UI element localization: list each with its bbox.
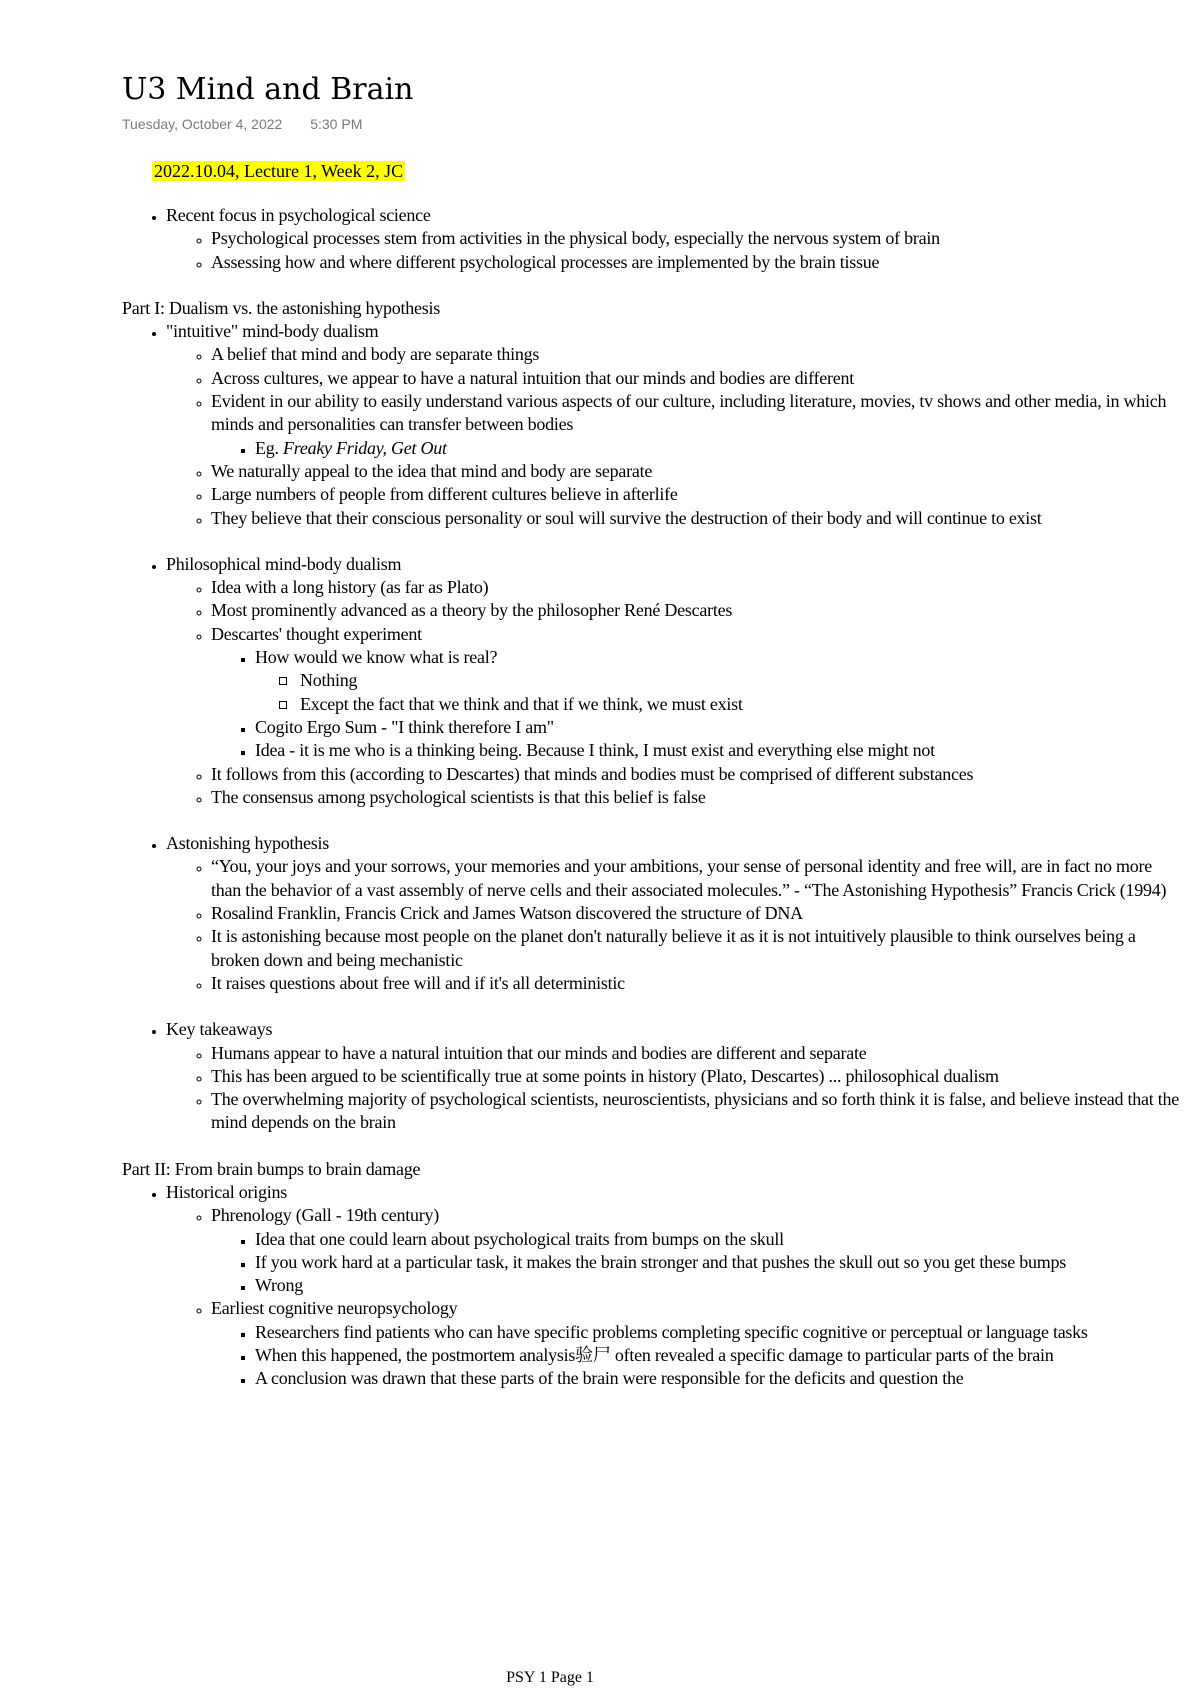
list-item (166, 1181, 1182, 1391)
list-item: ◦ The overwhelming majority of psychological scientists, neuroscientists, physicians and so forth think it is false, and believe instead that the mind depends on the brain (211, 1088, 1182, 1135)
note-time: 5:30 PM (310, 116, 363, 132)
list-item: ◦ Across cultures, we appear to have a natural intuition that our minds and bodies are different (211, 367, 1182, 390)
list-item-text: Descartes' thought experiment (211, 623, 422, 644)
list-item (255, 437, 1182, 460)
list-item: ▪ A conclusion was drawn that these parts of the brain were responsible for the deficits and question the (255, 1367, 1182, 1390)
list-item: ◦ Assessing how and where different psychological processes are implemented by the brain tissue (211, 251, 1182, 274)
note-page (122, 70, 1182, 1391)
list-item: ◦ A belief that mind and body are separate things (211, 343, 1182, 366)
note-metadata (122, 116, 1182, 140)
list-item: ◦ It raises questions about free will and if it's all deterministic (211, 972, 1182, 995)
list-item: ◦ They believe that their conscious personality or soul will survive the destruction of their body and will continue to exist (211, 507, 1182, 530)
list-item: ◦ Humans appear to have a natural intuition that our minds and bodies are different and separate (211, 1042, 1182, 1065)
list-item-text: Evident in our ability to easily understand various aspects of our culture, including literature, movies, tv shows and other media, in which minds and personalities can transfer between bodies (211, 391, 1167, 435)
example-prefix: Eg. (255, 437, 283, 458)
list-item (211, 390, 1182, 460)
example-titles: Freaky Friday, Get Out (283, 437, 447, 458)
philosophical-heading: Philosophical mind-body dualism (166, 553, 402, 574)
list-item: ◦ This has been argued to be scientifically true at some points in history (Plato, Descartes) ... philosophical dualism (211, 1065, 1182, 1088)
list-item: ▪ If you work hard at a particular task, it makes the brain stronger and that pushes the skull out so you get these bumps (255, 1251, 1182, 1274)
list-item: ◦ We naturally appeal to the idea that mind and body are separate (211, 460, 1182, 483)
astonishing-heading: Astonishing hypothesis (166, 833, 330, 854)
intuitive-heading: "intuitive" mind-body dualism (166, 321, 379, 342)
list-item: ◦ The consensus among psychological scientists is that this belief is false (211, 786, 1182, 809)
list-item (166, 320, 1182, 530)
list-item (166, 553, 1182, 809)
list-item: ◦ Idea with a long history (as far as Plato) (211, 576, 1182, 599)
list-item: ▪ Idea that one could learn about psychological traits from bumps on the skull (255, 1228, 1182, 1251)
list-item-text: How would we know what is real? (255, 647, 498, 668)
note-body (122, 182, 1182, 1391)
list-item: ◦ Most prominently advanced as a theory by the philosopher René Descartes (211, 599, 1182, 622)
list-item: ◦ “You, your joys and your sorrows, your memories and your ambitions, your sense of personal identity and free will, are in fact no more than the behavior of a vast assembly of nerve cells and their associated molecules.” - “The Astonishing Hypothesis” Francis Crick (1994) (211, 855, 1182, 902)
list-item-text: Phrenology (Gall - 19th century) (211, 1205, 439, 1226)
part1-philosophical-list (122, 553, 1182, 809)
list-item (211, 623, 1182, 763)
list-item: ◦ It follows from this (according to Descartes) that minds and bodies must be comprised of different substances (211, 763, 1182, 786)
list-item (211, 1204, 1182, 1297)
page-footer: PSY 1 Page 1 (506, 1669, 594, 1686)
lecture-tag (152, 160, 1182, 182)
list-item (166, 832, 1182, 995)
list-item: Nothing (300, 669, 1182, 692)
part1-heading: Part I: Dualism vs. the astonishing hypothesis (122, 297, 440, 318)
list-item (166, 1018, 1182, 1134)
list-item: ▪ Wrong (255, 1274, 1182, 1297)
intro-list (122, 204, 1182, 274)
list-item: ◦ Rosalind Franklin, Francis Crick and James Watson discovered the structure of DNA (211, 902, 1182, 925)
list-item (166, 204, 1182, 274)
list-item: ▪ Cogito Ergo Sum - "I think therefore I am" (255, 716, 1182, 739)
lecture-highlight: 2022.10.04, Lecture 1, Week 2, JC (154, 161, 404, 181)
historical-heading: Historical origins (166, 1181, 287, 1202)
list-item: ◦ It is astonishing because most people on the planet don't naturally believe it as it is not intuitively plausible to think ourselves being a broken down and being mechanistic (211, 925, 1182, 972)
list-item: ◦ Large numbers of people from different cultures believe in afterlife (211, 483, 1182, 506)
list-item: ▪ Idea - it is me who is a thinking being. Because I think, I must exist and everything else might not (255, 739, 1182, 762)
page-title: U3 Mind and Brain (122, 72, 414, 107)
part1-intuitive-list (122, 320, 1182, 530)
list-item (211, 1297, 1182, 1390)
part1-takeaways-list (122, 1018, 1182, 1134)
list-item: Except the fact that we think and that if we think, we must exist (300, 693, 1182, 716)
list-item: ▪ When this happened, the postmortem analysis验尸 often revealed a specific damage to particular parts of the brain (255, 1344, 1182, 1367)
note-date: Tuesday, October 4, 2022 (122, 116, 283, 132)
part2-historical-list (122, 1181, 1182, 1391)
intro-heading: Recent focus in psychological science (166, 205, 431, 225)
part1-astonishing-list (122, 832, 1182, 995)
takeaways-heading: Key takeaways (166, 1019, 273, 1040)
part2-heading: Part II: From brain bumps to brain damage (122, 1158, 421, 1179)
list-item-text: Earliest cognitive neuropsychology (211, 1298, 458, 1319)
list-item: ▪ Researchers find patients who can have specific problems completing specific cognitive or perceptual or language tasks (255, 1321, 1182, 1344)
list-item: ◦ Psychological processes stem from activities in the physical body, especially the nervous system of brain (211, 227, 1182, 250)
list-item (255, 646, 1182, 716)
